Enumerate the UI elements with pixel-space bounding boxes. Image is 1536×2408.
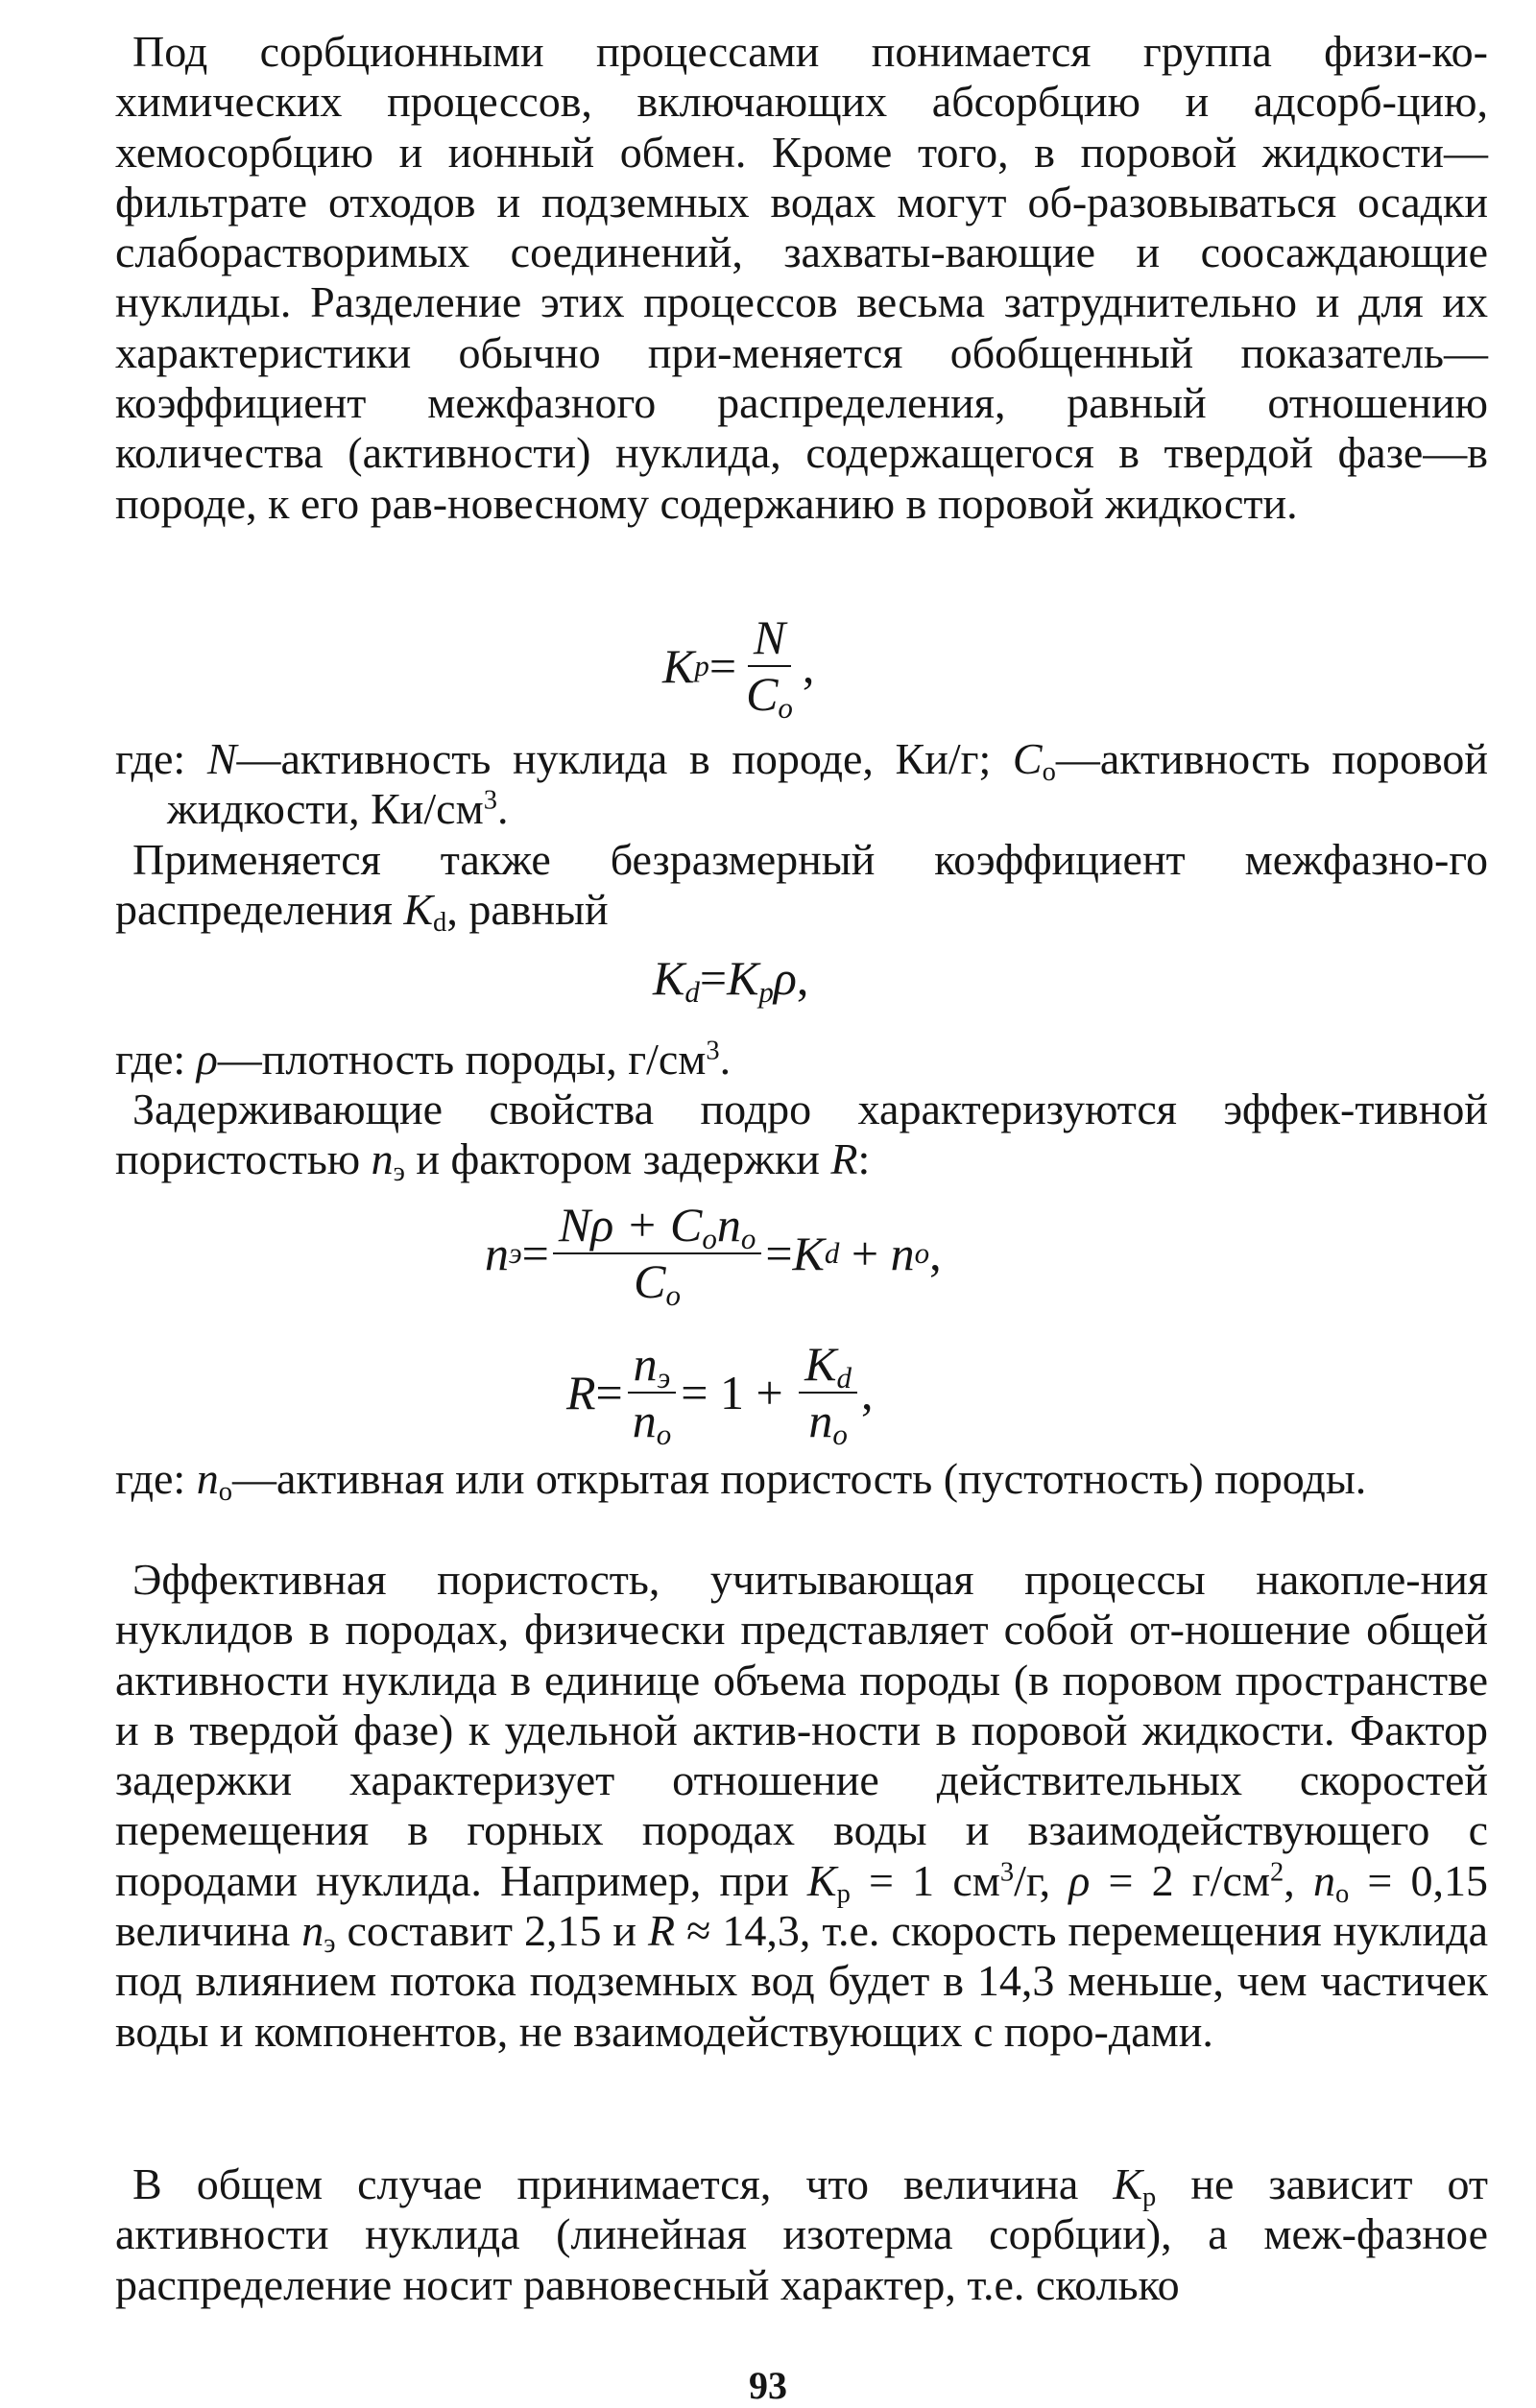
paragraph-4-k-unit: /г, [1014,1855,1069,1905]
paragraph-4-rho-sup: 2 [1270,1857,1284,1888]
paragraph-3-text: Задерживающие свойства подро характеризуются эффек-тивной пористостью [115,1085,1488,1184]
note-1-end: . [496,784,509,834]
paragraph-5-end: не зависит от активности нуклида (линейная изотерма сорбции), а меж-фазное распределение носит равновесный характер, т.е. сколько [115,2159,1488,2309]
formula-1-tail: , [802,638,815,693]
note-1-text2: —активность поровой жидкости, Ки/см [167,734,1489,834]
formula-4-num2-sub: d [836,1360,852,1395]
paragraph-4-rho-end: , [1284,1855,1313,1905]
paragraph-2-sym-sub: d [433,908,447,939]
paragraph-3-sym2: R [830,1134,858,1184]
formula-1-numerator: N [748,612,791,667]
formula-4-fraction-1 [627,1337,678,1451]
formula-2-r1: K [727,951,759,1005]
formula-3-r2: n [890,1226,915,1280]
formula-2-tail: , [796,951,809,1005]
formula-1-den-sub: o [778,690,793,725]
note-1-lead: где: [115,734,207,783]
note-3-text: —активная или открытая пористость (пустотность) породы. [231,1454,1367,1503]
paragraph-3-end: : [857,1134,871,1184]
formula-4-eq: = [595,1365,623,1419]
note-1-sym1: N [206,734,237,783]
paragraph-4-part1: Эффективная пористость, учитывающая процессы накопле-ния нуклидов в породах, физически представляет собой от-ношение общей активности нуклида в единице объема породы (в поровом пространстве и в твердой фазе) к удельной актив-ности в поровой жидкости. Фактор задержки характеризует отношение действительных скоростей перемещения в горных породах воды и взаимодействующего с породами нуклида. Например, при [115,1555,1488,1905]
formula-3-lhs: n [485,1226,509,1280]
page-number: 93 [749,2364,787,2407]
note-3-sym: n [196,1454,219,1503]
formula-4-num-sub: э [657,1360,671,1395]
note-1-sym2-sub: o [1042,757,1056,788]
note-3 [115,1454,1488,1508]
formula-3-eq: = [521,1226,549,1280]
note-2-lead: где: [115,1035,197,1084]
paragraph-3-mid: и фактором задержки [404,1134,831,1184]
paragraph-2-end: , равный [446,885,609,935]
paragraph-1 [115,27,1488,529]
formula-kd [653,950,809,1009]
paragraph-3-sym-sub: э [393,1157,405,1188]
formula-kp: K p = $\frac{N}{C_o}$ , [662,610,815,725]
note-1-sym2: C [1012,734,1043,783]
note-2-sym: ρ [196,1035,218,1084]
formula-4-fraction-2 [799,1337,857,1451]
formula-3-denominator: C [634,1253,666,1308]
formula-2-r1-sub: p [758,974,774,1009]
note-2-text: —плотность породы, г/см [217,1035,707,1084]
paragraph-4-n-sub: o [1334,1878,1350,1909]
formula-ne: n э = $\frac{N\rho + C_on_o}{C_o}$ = K d + n o , [485,1198,942,1312]
paragraph-4-rho: ρ [1068,1855,1091,1905]
paragraph-4-ne-val: составит 2,15 и [335,1906,649,1956]
paragraph-2 [115,835,1488,939]
formula-2-r2: ρ [773,951,797,1005]
formula-4-tail: , [861,1365,874,1419]
formula-3-num-sub: o [702,1221,717,1255]
formula-1-fraction [740,610,799,725]
note-3-lead: где: [115,1454,197,1503]
formula-4-den2-sub: o [832,1417,848,1451]
paragraph-5-sym-sub: p [1142,2182,1157,2213]
formula-4-numerator: n [633,1337,658,1391]
formula-3-plus: + [839,1226,891,1280]
paragraph-4-rho-val: = 2 г/см [1090,1855,1270,1905]
paragraph-4-n: n [1312,1855,1335,1905]
formula-1-eq: = [708,638,737,693]
paragraph-1-text: Под сорбционными процессами понимается группа физи-ко-химических процессов, включающих абсорбцию и адсорб-цию, хемосорбцию и ионный обмен. Кроме того, в поровой жидкости—фильтрате отходов и подземных водах могут об-разовываться осадки слаборастворимых соединений, захваты-вающие и соосаждающие нуклиды. Разделение этих процессов весьма затруднительно и для их характеристики обычно при-меняется обобщенный показатель—коэффициент межфазного распределения, равный отношению количества (активности) нуклида, содержащегося в твердой фазе—в породе, к его рав-новесному содержанию в поровой жидкости. [115,27,1488,528]
note-3-sym-sub: o [218,1477,232,1508]
formula-4-lhs: R [566,1365,596,1419]
paragraph-4-r: R [648,1906,676,1956]
paragraph-4-ne-sub: э [324,1929,336,1960]
formula-3-fraction [553,1198,761,1312]
formula-r [566,1337,874,1451]
paragraph-4-n-val: = 0,15 величина [115,1855,1488,1956]
note-1-text1: —активность нуклида в породе, Ки/г; [236,734,1013,783]
formula-3-num-tail: n [716,1198,741,1252]
paragraph-5-sym: K [1113,2159,1143,2208]
formula-1-denominator: C [746,666,779,721]
formula-4-numerator-2: K [804,1337,837,1391]
formula-3-den-sub: o [665,1277,682,1312]
paragraph-4-k-sup: 3 [999,1857,1015,1888]
paragraph-4-k-val: = 1 см [850,1855,1000,1905]
formula-1-lhs: K [662,638,695,693]
formula-3-tail: , [929,1226,942,1280]
note-2-sup: 3 [706,1036,720,1066]
formula-3-numerator: Nρ + C [558,1198,703,1252]
formula-4-den-sub: o [656,1417,672,1451]
formula-3-num-tail-sub: o [740,1221,756,1255]
formula-4-eq2: = 1 + [681,1365,796,1419]
formula-2-eq: = [699,951,728,1005]
note-1-sup: 3 [483,785,497,816]
note-1 [115,734,1488,835]
note-2-end: . [719,1035,732,1084]
paragraph-3-sym: n [371,1134,394,1184]
paragraph-2-sym: K [403,885,434,935]
formula-4-denominator-2: n [808,1393,833,1447]
paragraph-4-ne: n [301,1906,324,1956]
formula-4-denominator: n [632,1393,657,1447]
paragraph-5 [115,2159,1488,2310]
paragraph-4 [115,1555,1488,2057]
paragraph-2-text: Применяется также безразмерный коэффициент межфазно-го распределения [115,835,1488,935]
paragraph-3 [115,1085,1488,1188]
formula-3-eq2: = [765,1226,793,1280]
paragraph-4-r-val: ≈ 14,3, т.е. скорость перемещения нуклида под влиянием потока подземных вод будет в 14,3 меньше, чем частичек воды и компонентов, не взаимодействующих с поро-дами. [115,1906,1488,2056]
formula-3-r1: K [792,1226,825,1280]
note-2 [115,1035,1488,1085]
formula-2-lhs: K [653,951,685,1005]
paragraph-4-k: K [806,1855,837,1905]
formula-2-lhs-sub: d [684,974,700,1009]
paragraph-5-text: В общем случае принимается, что величина [132,2159,1114,2208]
paragraph-4-k-sub: p [836,1878,851,1909]
